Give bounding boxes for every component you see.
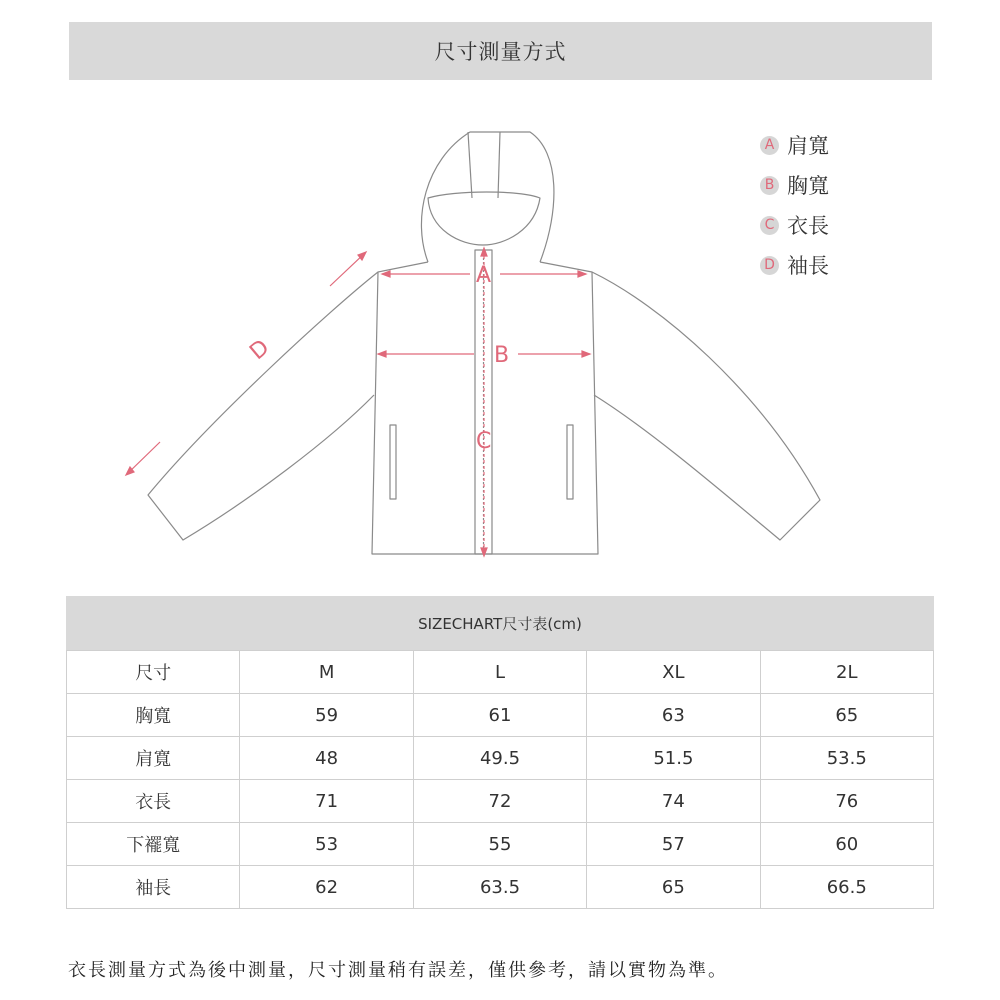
table-cell: 63.5 xyxy=(413,866,586,909)
hood-outline xyxy=(421,132,553,262)
legend-badge: A xyxy=(760,136,779,155)
legend-item-length xyxy=(760,205,829,245)
legend-label: 衣長 xyxy=(787,214,829,238)
table-cell: 65 xyxy=(760,694,933,737)
table-cell: 61 xyxy=(413,694,586,737)
table-cell: 72 xyxy=(413,780,586,823)
table-cell: 63 xyxy=(587,694,760,737)
table-row xyxy=(67,737,934,780)
left-pocket xyxy=(390,425,396,499)
table-header-cell: 尺寸 xyxy=(67,651,240,694)
hood-inner xyxy=(428,192,540,245)
table-cell: 65 xyxy=(587,866,760,909)
legend-item-sleeve xyxy=(760,245,829,285)
table-row xyxy=(67,866,934,909)
row-label: 衣長 xyxy=(67,780,240,823)
legend-badge: D xyxy=(760,256,779,275)
table-cell: 71 xyxy=(240,780,413,823)
measurement-legend xyxy=(760,125,829,285)
table-cell: 62 xyxy=(240,866,413,909)
legend-item-chest xyxy=(760,165,829,205)
column-header-2l: 2L xyxy=(760,651,933,694)
table-cell: 53.5 xyxy=(760,737,933,780)
table-cell: 57 xyxy=(587,823,760,866)
left-sleeve xyxy=(148,272,378,540)
table-cell: 53 xyxy=(240,823,413,866)
jacket-diagram xyxy=(0,90,1000,570)
marker-c: C xyxy=(476,429,492,454)
row-label: 肩寬 xyxy=(67,737,240,780)
legend-item-shoulder xyxy=(760,125,829,165)
column-header-l: L xyxy=(413,651,586,694)
size-chart-title: SIZECHART尺寸表(cm) xyxy=(66,596,934,650)
marker-d: D xyxy=(245,335,275,366)
table-cell: 55 xyxy=(413,823,586,866)
measurement-note: 衣長測量方式為後中測量，尺寸測量稍有誤差，僅供參考，請以實物為準。 xyxy=(68,960,728,981)
legend-badge: B xyxy=(760,176,779,195)
legend-label: 肩寬 xyxy=(787,134,829,158)
table-row xyxy=(67,823,934,866)
right-pocket xyxy=(567,425,573,499)
page-title: 尺寸測量方式 xyxy=(69,22,932,80)
table-cell: 74 xyxy=(587,780,760,823)
table-cell: 51.5 xyxy=(587,737,760,780)
body-outline xyxy=(372,262,598,554)
legend-label: 袖長 xyxy=(787,254,829,278)
right-sleeve xyxy=(592,272,820,540)
table-cell: 48 xyxy=(240,737,413,780)
table-cell: 66.5 xyxy=(760,866,933,909)
row-label: 胸寬 xyxy=(67,694,240,737)
jacket-illustration xyxy=(0,90,1000,570)
row-label: 袖長 xyxy=(67,866,240,909)
row-label: 下襬寬 xyxy=(67,823,240,866)
table-cell: 76 xyxy=(760,780,933,823)
marker-a: A xyxy=(476,263,492,288)
legend-badge: C xyxy=(760,216,779,235)
table-header-row xyxy=(67,651,934,694)
table-row xyxy=(67,780,934,823)
column-header-m: M xyxy=(240,651,413,694)
table-cell: 60 xyxy=(760,823,933,866)
table-row xyxy=(67,694,934,737)
marker-b: B xyxy=(494,343,510,368)
table-cell: 49.5 xyxy=(413,737,586,780)
column-header-xl: XL xyxy=(587,651,760,694)
legend-label: 胸寬 xyxy=(787,174,829,198)
table-cell: 59 xyxy=(240,694,413,737)
size-table xyxy=(66,650,934,909)
